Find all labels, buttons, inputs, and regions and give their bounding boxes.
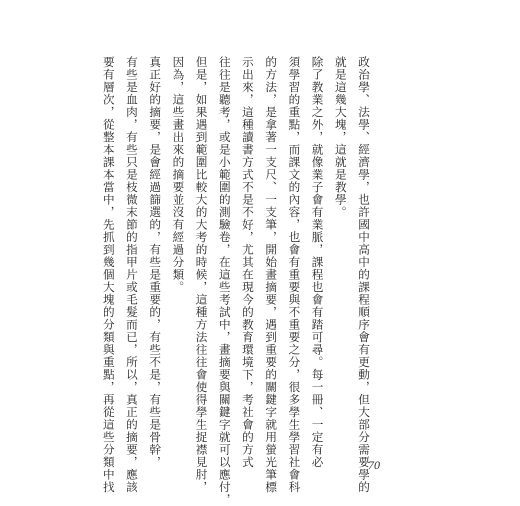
text-line-9: 因為，這些畫出來的摘要並沒有經過分類。 [171,56,186,294]
text-line-5: 的方法，是拿著一支尺、一支筆，開始畫摘要，遇到重要的關鍵字就用螢光筆標 [264,56,279,494]
text-line-3: 除了教業之外，就像業子會有業脈，課程也會有踏可尋。每一冊、一定有必 [310,56,325,469]
text-line-11: 有些是血肉，有些只是枝微末節的指甲片或毛髮而已，所以，真正的摘要，應該 [124,56,139,494]
text-line-6: 示出來，這種讀書方式不是不好，尤其在現今的教育環境下，考社會的方式 [240,56,255,469]
text-line-4: 須學習的重點，而課文的內容，也會有重要與不重要之分，很多學生學習社會科 [287,56,302,494]
text-line-1: 政治學、法學、經濟學，也許國中高中的課程順序會有更動，但大部分需要學的 [357,56,371,494]
text-line-10: 真正好的摘要，是會經過篩選的，有些是重要的，有些不是，有些是骨幹， [148,56,163,469]
text-line-7: 往往是聽考，或是小範圍的測驗卷，在這些考試中，畫摘要與關鍵字就可以應付， [217,56,232,506]
text-line-2: 就是這幾大塊，這就是教學。 [333,56,348,219]
page-number: 70 [368,458,380,472]
text-line-8: 但是，如果遇到範圍比較大的大考的時候，這種方法往往會使得學生捉襟見肘， [194,56,209,494]
text-line-12: 要有層次，從整本課本當中，先抓到幾個大塊的分類與重點，再從這些分類中找 [101,56,116,494]
